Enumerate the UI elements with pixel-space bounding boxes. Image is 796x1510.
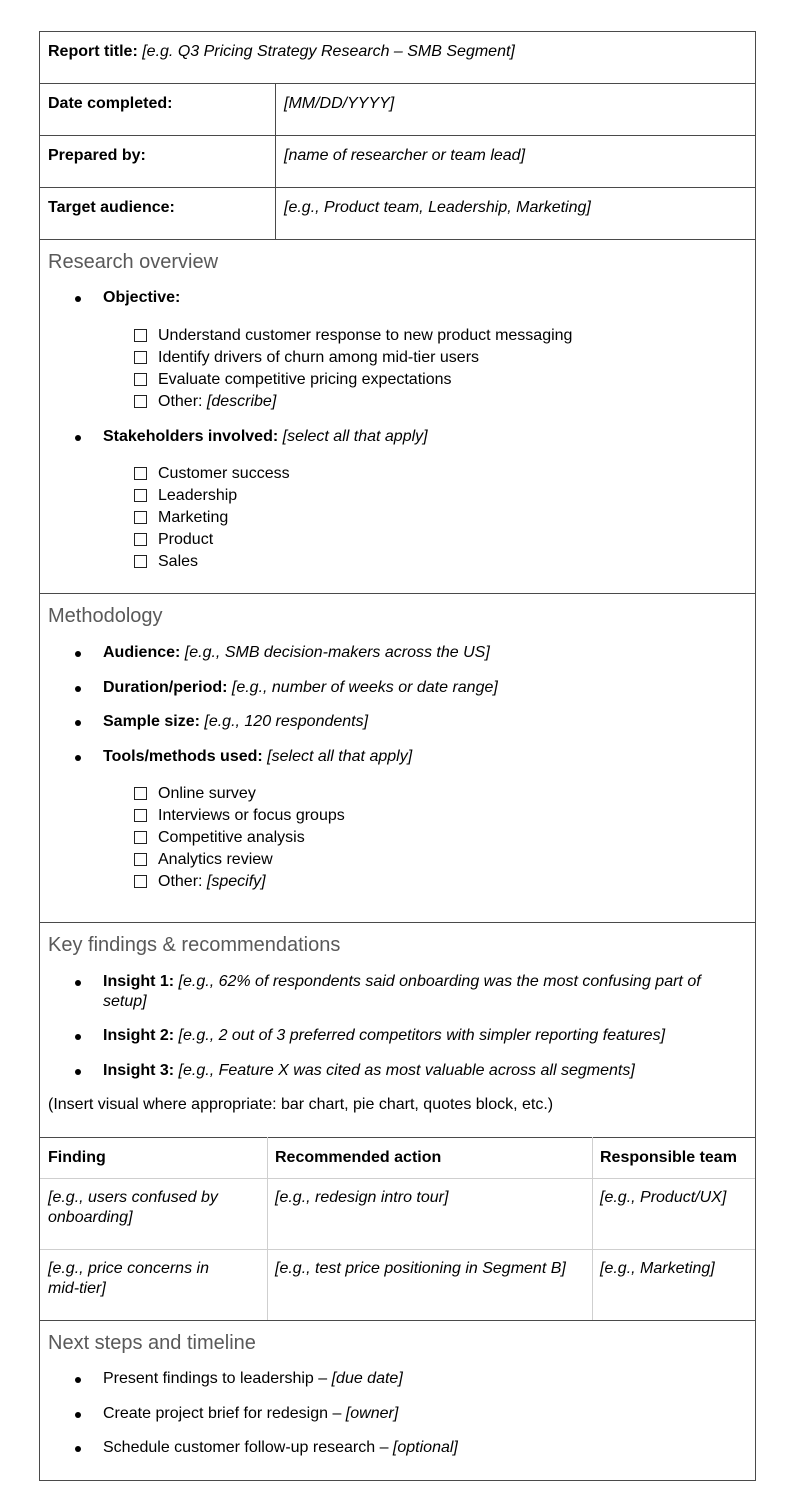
duration-label: Duration/period: [103,679,228,696]
tool-checkbox-other[interactable] [134,875,147,888]
target-audience-label: Target audience: [48,199,175,216]
table-cell-finding-cont[interactable]: mid-tier] [48,1280,106,1297]
prepared-by-label: Prepared by: [48,147,146,164]
objective-option-other [158,393,276,411]
insight-3-label: Insight 3: [103,1062,175,1079]
next-step-text: Present findings to leadership – [103,1370,332,1387]
report-template [39,31,756,1481]
objective-other-value[interactable]: [describe] [206,393,277,410]
duration-line [103,679,498,697]
audience-line [103,644,490,662]
objective-option-2: Identify drivers of churn among mid-tier users [158,349,480,366]
next-step-item-3 [103,1439,458,1457]
findings-table [40,1137,755,1320]
stakeholder-option-3: Marketing [158,509,229,526]
objective-checkbox-2[interactable] [134,351,147,364]
table-cell-finding-cont[interactable]: onboarding] [48,1209,133,1226]
tools-other-value[interactable]: [specify] [206,873,266,890]
stakeholder-option-2: Leadership [158,487,238,504]
duration-value[interactable]: [e.g., number of weeks or date range] [227,679,498,696]
tools-label: Tools/methods used: [103,748,263,765]
tool-checkbox-2[interactable] [134,809,147,822]
stakeholders-line [103,428,428,446]
date-completed-value[interactable]: [MM/DD/YYYY] [284,95,395,112]
objective-checkbox-1[interactable] [134,329,147,342]
table-header-team: Responsible team [600,1149,737,1166]
stakeholder-checkbox-4[interactable] [134,533,147,546]
insight-3-value[interactable]: [e.g., Feature X was cited as most valuable across all segments] [174,1062,635,1079]
bullet-icon [75,1069,81,1075]
tool-option-other [158,873,266,891]
research-overview-heading: Research overview [48,251,219,273]
stakeholders-hint: [select all that apply] [278,428,428,445]
date-completed-row [40,84,755,136]
report-title-row [40,32,755,84]
objective-label: Objective: [103,289,181,306]
stakeholder-checkbox-5[interactable] [134,555,147,568]
next-step-hint[interactable]: [owner] [345,1405,399,1422]
bullet-icon [75,755,81,761]
table-cell-team[interactable]: [e.g., Marketing] [600,1260,715,1277]
stakeholder-option-5: Sales [158,553,199,570]
tool-option-4: Analytics review [158,851,273,868]
tool-checkbox-1[interactable] [134,787,147,800]
stakeholder-checkbox-1[interactable] [134,467,147,480]
insight-1-line [103,973,701,991]
tool-option-2: Interviews or focus groups [158,807,345,824]
bullet-icon [75,686,81,692]
objective-other-label: Other: [158,393,207,410]
research-overview-section [40,240,755,594]
table-cell-action[interactable]: [e.g., test price positioning in Segment B] [275,1260,566,1277]
tools-hint: [select all that apply] [262,748,413,765]
table-cell-finding[interactable]: [e.g., price concerns in [48,1260,209,1277]
date-completed-label: Date completed: [48,95,173,112]
bullet-icon [75,1377,81,1383]
tool-checkbox-4[interactable] [134,853,147,866]
stakeholder-option-1: Customer success [158,465,290,482]
next-step-text: Create project brief for redesign – [103,1405,346,1422]
tool-checkbox-3[interactable] [134,831,147,844]
report-title-value[interactable]: [e.g. Q3 Pricing Strategy Research – SMB Segment] [142,43,515,60]
next-step-hint[interactable]: [optional] [392,1439,458,1456]
table-header-action: Recommended action [275,1149,442,1166]
prepared-by-value[interactable]: [name of researcher or team lead] [284,147,526,164]
bullet-icon [75,1034,81,1040]
sample-size-value[interactable]: [e.g., 120 respondents] [199,713,369,730]
bullet-icon [75,980,81,986]
next-steps-heading: Next steps and timeline [48,1332,256,1354]
objective-option-3: Evaluate competitive pricing expectations [158,371,452,388]
sample-size-label: Sample size: [103,713,200,730]
bullet-icon [75,1446,81,1452]
objective-checkbox-3[interactable] [134,373,147,386]
bullet-icon [75,651,81,657]
target-audience-row [40,188,755,240]
insight-2-line [103,1027,665,1045]
tools-line [103,748,412,766]
stakeholder-checkbox-3[interactable] [134,511,147,524]
stakeholder-checkbox-2[interactable] [134,489,147,502]
report-title-label: Report title: [48,43,138,60]
bullet-icon [75,720,81,726]
tool-option-1: Online survey [158,785,256,802]
stakeholder-option-4: Product [158,531,214,548]
tool-option-3: Competitive analysis [158,829,305,846]
stakeholders-label: Stakeholders involved: [103,428,279,445]
table-cell-team[interactable]: [e.g., Product/UX] [600,1189,727,1206]
insight-2-label: Insight 2: [103,1027,175,1044]
next-step-item-1 [103,1370,403,1388]
next-step-item-2 [103,1405,398,1423]
target-audience-value[interactable]: [e.g., Product team, Leadership, Marketing] [284,199,591,216]
bullet-icon [75,1412,81,1418]
next-step-hint[interactable]: [due date] [331,1370,403,1387]
methodology-section [40,594,755,923]
insight-1-label: Insight 1: [103,973,175,990]
insight-3-line [103,1062,635,1080]
objective-option-1: Understand customer response to new product messaging [158,327,573,344]
table-header-finding: Finding [48,1149,106,1166]
insight-1-value-cont[interactable]: setup] [103,993,147,1010]
insight-1-value[interactable]: [e.g., 62% of respondents said onboarding was the most confusing part of [174,973,701,990]
visual-note: (Insert visual where appropriate: bar chart, pie chart, quotes block, etc.) [48,1096,554,1113]
table-cell-finding[interactable]: [e.g., users confused by [48,1189,218,1206]
methodology-heading: Methodology [48,605,163,627]
table-cell-action[interactable]: [e.g., redesign intro tour] [275,1189,449,1206]
bullet-icon [75,435,81,441]
objective-checkbox-other[interactable] [134,395,147,408]
key-findings-heading: Key findings & recommendations [48,934,341,956]
audience-label: Audience: [103,644,181,661]
audience-value[interactable]: [e.g., SMB decision-makers across the US] [180,644,490,661]
insight-2-value[interactable]: [e.g., 2 out of 3 preferred competitors with simpler reporting features] [174,1027,666,1044]
sample-size-line [103,713,368,731]
next-step-text: Schedule customer follow-up research – [103,1439,393,1456]
next-steps-section [40,1321,755,1480]
prepared-by-row [40,136,755,188]
bullet-icon [75,296,81,302]
tools-other-label: Other: [158,873,207,890]
key-findings-section [40,923,755,1321]
